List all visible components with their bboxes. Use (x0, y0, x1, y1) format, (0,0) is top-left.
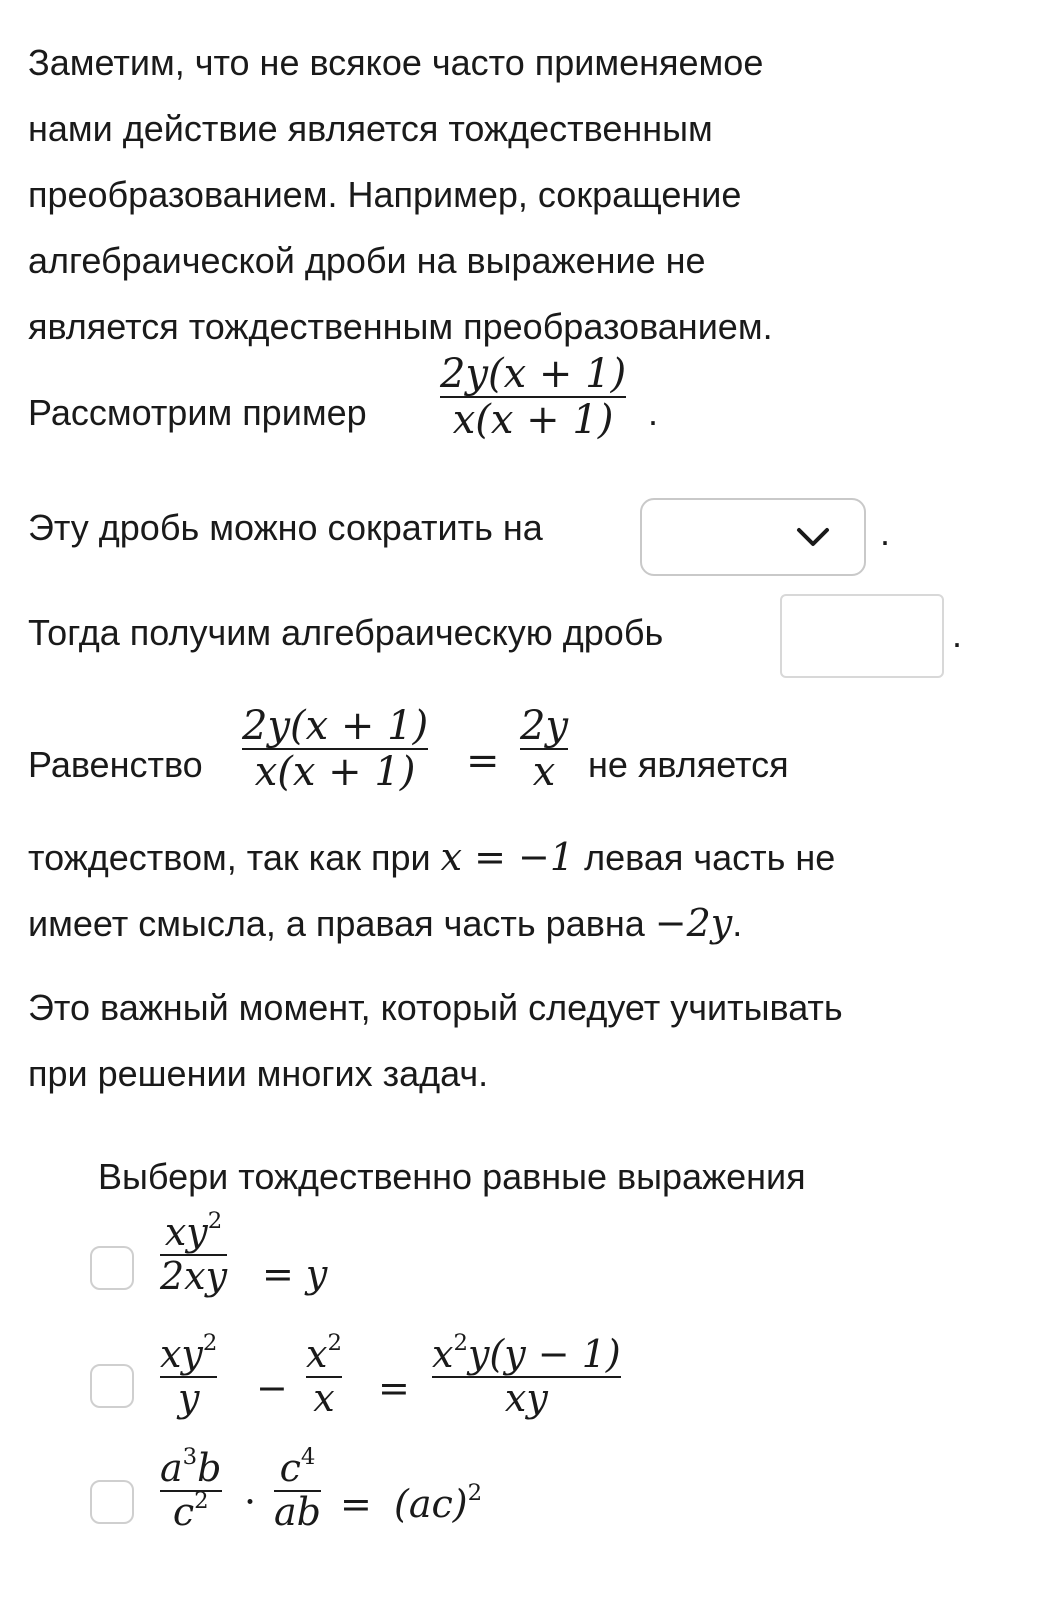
equality-label: Равенство (28, 744, 203, 785)
equality-after-text: не является (588, 744, 789, 785)
result-label: Тогда получим алгебраическую дробь (28, 612, 664, 653)
task-prompt: Выбери тождественно равные выражения (98, 1156, 806, 1197)
option-3-rhs-exponent: 2 (467, 1479, 483, 1506)
option-1-rhs: = y (262, 1252, 328, 1296)
option-2-result-base: x (432, 1332, 454, 1376)
note-line: Это важный момент, который следует учитывать (28, 987, 843, 1028)
equality-line2 (28, 824, 835, 891)
option-2-fraction-1 (160, 1329, 218, 1420)
paragraph-line: преобразованием. Например, сокращение (28, 174, 742, 215)
dot-operator: · (244, 1480, 257, 1524)
option-3-rhs (394, 1479, 483, 1526)
option-1-denominator: 2xy (160, 1253, 228, 1298)
equality-right-numerator: 2y (520, 703, 569, 749)
equality-left-denominator: x(x + 1) (254, 749, 416, 795)
equality-line3-text: имеет смысла, а правая часть равна (28, 903, 645, 944)
equals-sign: = (466, 738, 500, 784)
option-1-numerator: xy (164, 1210, 208, 1254)
equality-left-numerator: 2y(x + 1) (242, 703, 429, 749)
period: . (952, 614, 963, 655)
period: . (880, 512, 891, 553)
equals-sign: = (340, 1482, 372, 1526)
option-3-fraction-1 (160, 1443, 222, 1534)
period: . (732, 903, 743, 944)
example-fraction (440, 352, 626, 442)
option-2-result-rest: y(y − 1) (467, 1332, 621, 1376)
option-2-f2-denominator: x (313, 1375, 335, 1420)
option-2-f1-numerator: xy (160, 1332, 203, 1376)
equality-line2-rest: левая часть не (584, 837, 836, 878)
equality-right-denominator: x (532, 749, 556, 795)
option-3-f1-rest: b (197, 1446, 222, 1490)
option-2-fraction-2 (306, 1329, 342, 1420)
reduce-select[interactable] (640, 498, 866, 576)
option-3-rhs-base: (ac) (394, 1482, 468, 1526)
note-line: при решении многих задач. (28, 1053, 489, 1094)
option-2-result-exponent: 2 (453, 1329, 468, 1356)
paragraph-line: является тождественным преобразованием. (28, 306, 773, 347)
paragraph-line: Заметим, что не всякое часто применяемое (28, 42, 764, 83)
equality-line3-math: −2y (654, 901, 733, 945)
equality-line2-math: x = −1 (440, 835, 575, 879)
option-2-checkbox[interactable] (90, 1364, 134, 1408)
equality-line2-text: тождеством, так как при (28, 837, 431, 878)
option-2-f1-exponent: 2 (202, 1329, 218, 1356)
option-3-f1-base: a (160, 1446, 183, 1490)
option-3-f1-exponent: 3 (182, 1443, 198, 1470)
paragraph-line: нами действие является тождественным (28, 108, 713, 149)
chevron-down-icon (796, 526, 830, 548)
option-3-fraction-2 (274, 1443, 321, 1534)
option-1-numerator-exponent: 2 (207, 1207, 223, 1234)
equality-line3 (28, 890, 742, 957)
option-3-f1-den-base: c (172, 1489, 195, 1534)
option-1-fraction (160, 1207, 228, 1298)
period: . (648, 392, 659, 433)
option-2-f2-exponent: 2 (327, 1329, 342, 1356)
result-input[interactable] (780, 594, 944, 678)
equality-left-fraction (242, 704, 428, 794)
example-denominator: x(x + 1) (452, 397, 614, 443)
reduce-label: Эту дробь можно сократить на (28, 507, 543, 548)
option-2-f1-denominator: y (177, 1375, 200, 1420)
option-3-f2-denominator: ab (274, 1489, 321, 1534)
equals-sign: = (378, 1366, 410, 1410)
paragraph-line: алгебраической дроби на выражение не (28, 240, 706, 281)
option-2-result-fraction (432, 1329, 621, 1420)
example-numerator: 2y(x + 1) (440, 351, 627, 397)
option-2-f2-numerator: x (306, 1332, 328, 1376)
option-3-f2-base: c (279, 1446, 301, 1490)
minus-sign: − (256, 1366, 288, 1410)
option-3-checkbox[interactable] (90, 1480, 134, 1524)
option-3-f1-den-exponent: 2 (194, 1487, 209, 1514)
option-2-result-denominator: xy (504, 1375, 548, 1420)
example-label: Рассмотрим пример (28, 392, 367, 433)
option-3-f2-exponent: 4 (300, 1443, 316, 1470)
equality-right-fraction (520, 704, 568, 794)
option-1-checkbox[interactable] (90, 1246, 134, 1290)
